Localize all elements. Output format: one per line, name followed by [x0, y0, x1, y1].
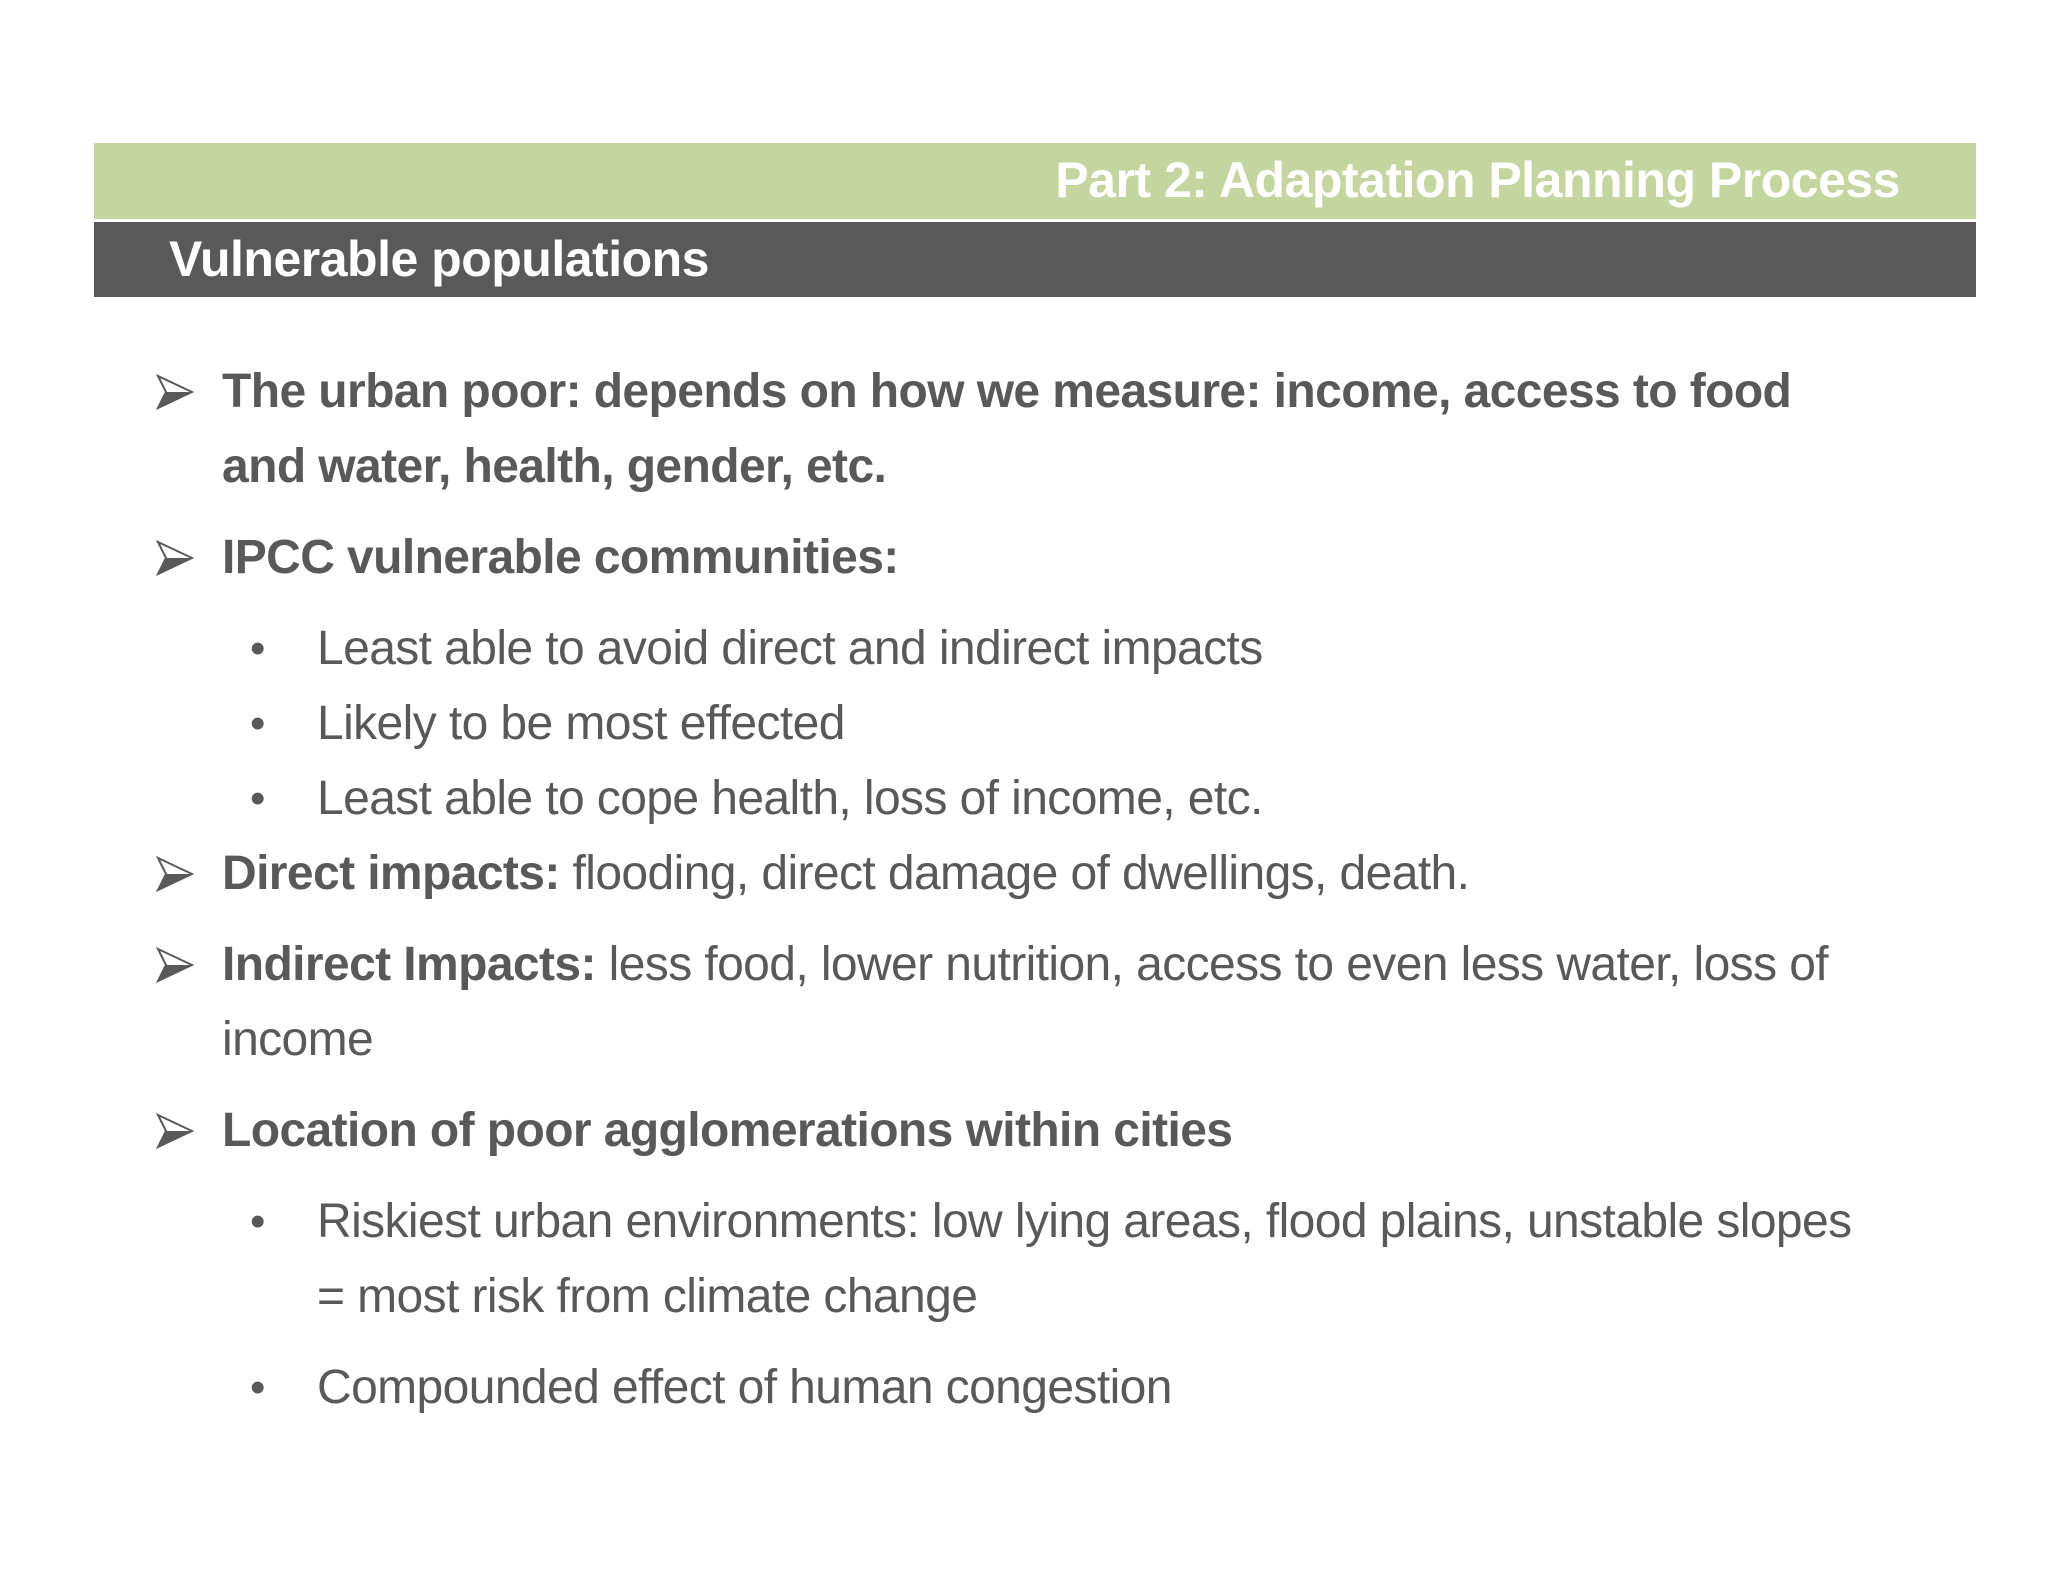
- arrow-bullet-icon: [156, 1113, 194, 1149]
- section-title: Part 2: Adaptation Planning Process: [1055, 152, 1900, 208]
- sub-bullet-text: Least able to avoid direct and indirect impacts: [317, 622, 1263, 675]
- sub-bullet-item: [0, 686, 1877, 761]
- arrow-bullet-icon: [156, 856, 194, 892]
- dot-bullet-icon: •: [250, 774, 265, 823]
- sub-bullet-text: Riskiest urban environments: low lying areas, flood plains, unstable slopes = most risk from climate change: [317, 1195, 1852, 1323]
- sub-bullet-text: Likely to be most effected: [317, 697, 845, 750]
- sub-bullet-item: [0, 611, 1877, 686]
- bullet-item: [0, 836, 1862, 911]
- bullet-text: The urban poor: depends on how we measure: income, access to food and water, health, gender, etc.: [222, 365, 1792, 493]
- bullet-list: [0, 354, 2048, 1425]
- bullet-text: Location of poor agglomerations within cities: [222, 1104, 1233, 1157]
- bullet-text: flooding, direct damage of dwellings, death.: [559, 847, 1470, 900]
- bullet-text: IPCC vulnerable communities:: [222, 531, 899, 584]
- sub-bullet-text: Least able to cope health, loss of income, etc.: [317, 772, 1263, 825]
- sub-bullet-item: [0, 1350, 1877, 1425]
- bullet-item: [0, 520, 1862, 595]
- title-banner: [94, 222, 1976, 297]
- bullet-item: [0, 354, 1862, 504]
- arrow-bullet-icon: [156, 947, 194, 983]
- bullet-text: less food, lower nutrition, access to even less water, loss of income: [222, 938, 1829, 1066]
- bullet-item: [0, 1093, 1862, 1168]
- arrow-bullet-icon: [156, 374, 194, 410]
- dot-bullet-icon: •: [250, 1197, 265, 1246]
- sub-bullet-text: Compounded effect of human congestion: [317, 1361, 1172, 1414]
- dot-bullet-icon: •: [250, 624, 265, 673]
- arrow-bullet-icon: [156, 540, 194, 576]
- sub-bullet-item: [0, 1184, 1877, 1334]
- sub-bullet-item: [0, 761, 1877, 836]
- bullet-label: Indirect Impacts:: [222, 938, 596, 991]
- bullet-label: Direct impacts:: [222, 847, 560, 900]
- dot-bullet-icon: •: [250, 699, 265, 748]
- bullet-item: [0, 927, 1862, 1077]
- slide-title: Vulnerable populations: [169, 231, 709, 287]
- section-banner: [94, 143, 1976, 219]
- dot-bullet-icon: •: [250, 1363, 265, 1412]
